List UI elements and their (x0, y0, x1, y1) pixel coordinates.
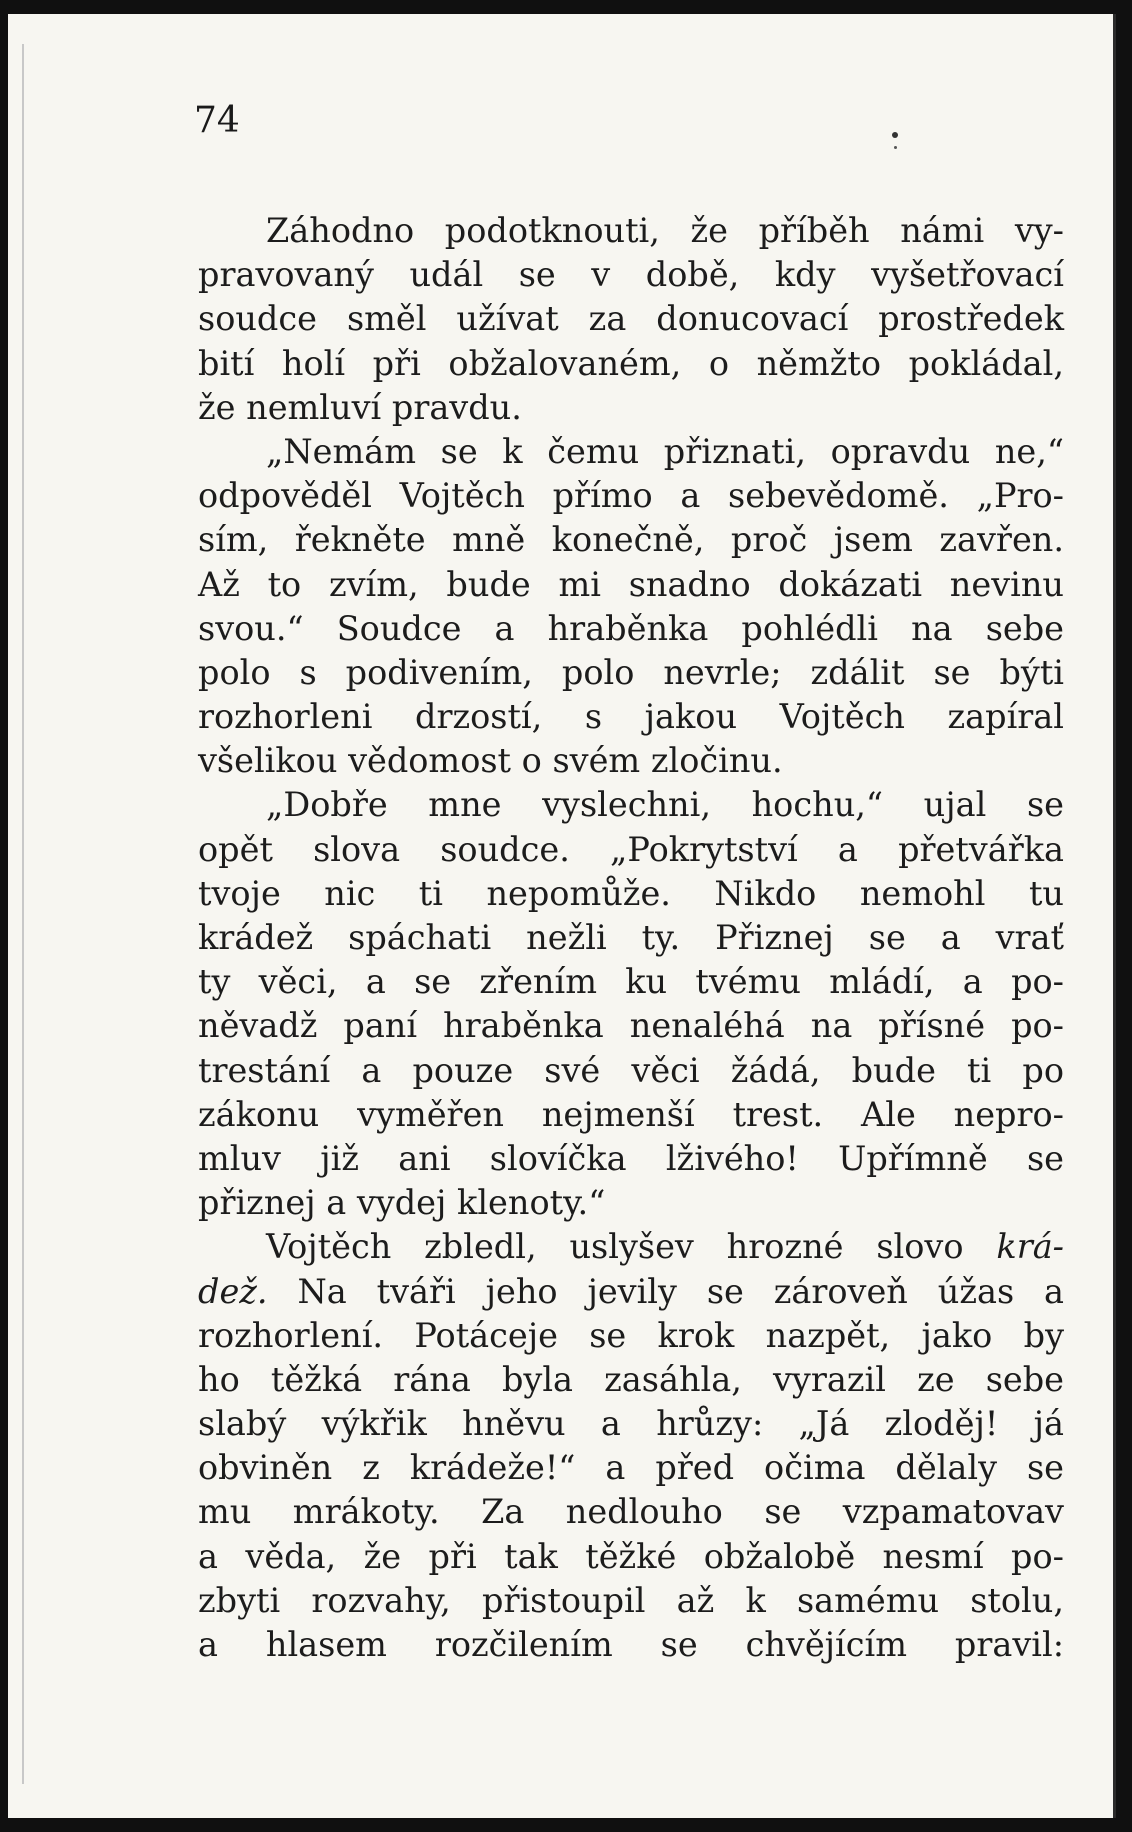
line-text: odpověděl Vojtěch přímo a sebevědomě. „Pro- (198, 476, 1064, 516)
line-text: sím, řekněte mně konečně, proč jsem zavřen. (198, 520, 1064, 560)
text-line (198, 1137, 1064, 1181)
line-text: zbyti rozvahy, přistoupil až k samému stolu, (198, 1580, 1064, 1620)
text-line (198, 1579, 1064, 1623)
text-line (198, 1093, 1064, 1137)
text-line (198, 1181, 1064, 1225)
text-line (198, 607, 1064, 651)
line-text: pravovaný udál se v době, kdy vyšetřovací (198, 255, 1064, 295)
text-line (198, 253, 1064, 297)
line-text: „Nemám se k čemu přiznati, opravdu ne,“ (266, 431, 1064, 471)
text-line (198, 695, 1064, 739)
line-text: všelikou vědomost o svém zločinu. (198, 741, 783, 781)
line-text: Na tváři jeho jevily se zároveň úžas a (267, 1271, 1064, 1311)
line-text: ty věci, a se zřením ku tvému mládí, a po- (198, 962, 1064, 1002)
text-line (198, 474, 1064, 518)
line-text: něvadž paní hraběnka nenaléhá na přísné po- (198, 1006, 1064, 1046)
body-text (198, 209, 1064, 1667)
text-line (198, 1270, 1064, 1314)
page-number: 74 (194, 100, 240, 141)
text-line (198, 651, 1064, 695)
text-line (198, 1225, 1064, 1269)
line-text: krádež spáchati nežli ty. Přiznej se a vrať (198, 918, 1064, 957)
line-text: tvoje nic ti nepomůže. Nikdo nemohl tu (198, 873, 1064, 913)
text-line (198, 872, 1064, 916)
text-line (198, 563, 1064, 607)
ink-speck-small (894, 146, 897, 149)
line-text: „Dobře mne vyslechni, hochu,“ ujal se (266, 785, 1064, 825)
italic-word: krá- (996, 1227, 1064, 1267)
line-text: slabý výkřik hněvu a hrůzy: „Já zloděj! já (198, 1404, 1064, 1444)
text-line (198, 960, 1064, 1004)
text-line (198, 1446, 1064, 1490)
line-text: zákonu vyměřen nejmenší trest. Ale nepro- (198, 1094, 1064, 1134)
line-text: bití holí při obžalovaném, o němžto pokládal, (198, 343, 1064, 383)
text-line (198, 828, 1064, 872)
book-page (8, 14, 1116, 1818)
line-text: polo s podivením, polo nevrle; zdálit se býti (198, 652, 1064, 692)
text-line (198, 342, 1064, 386)
line-text: Až to zvím, bude mi snadno dokázati nevinu (198, 564, 1064, 604)
line-text: Záhodno podotknouti, že příběh námi vy- (266, 211, 1064, 250)
text-line (198, 1490, 1064, 1534)
line-text: mu mrákoty. Za nedlouho se vzpamatovav (198, 1492, 1064, 1532)
line-text: přiznej a vydej klenoty.“ (198, 1183, 606, 1223)
text-line (198, 518, 1064, 562)
text-line (198, 209, 1064, 253)
line-text: opět slova soudce. „Pokrytství a přetvářka (198, 829, 1064, 869)
line-text: ho těžká rána byla zasáhla, vyrazil ze sebe (198, 1359, 1064, 1399)
line-text: že nemluví pravdu. (198, 387, 522, 427)
ink-speck (892, 132, 898, 138)
text-line (198, 297, 1064, 341)
text-line (198, 1623, 1064, 1667)
page-edge-line (22, 44, 24, 1784)
line-text: rozhorleni drzostí, s jakou Vojtěch zapíral (198, 697, 1064, 737)
text-line (198, 1535, 1064, 1579)
text-line (198, 1358, 1064, 1402)
line-text: a hlasem rozčilením se chvějícím pravil: (198, 1625, 1064, 1664)
text-line (198, 1004, 1064, 1048)
text-line (198, 916, 1064, 960)
line-text: rozhorlení. Potáceje se krok nazpět, jako by (198, 1315, 1064, 1355)
line-text: Vojtěch zbledl, uslyšev hrozné slovo (266, 1227, 997, 1267)
line-text: a věda, že při tak těžké obžalobě nesmí po- (198, 1536, 1064, 1576)
text-line (198, 430, 1064, 474)
line-text: soudce směl užívat za donucovací prostředek (198, 299, 1064, 339)
text-line (198, 783, 1064, 827)
line-text: mluv již ani slovíčka lživého! Upřímně se (198, 1138, 1064, 1178)
text-line (198, 739, 1064, 783)
text-line (198, 1049, 1064, 1093)
line-text: trestání a pouze své věci žádá, bude ti po (198, 1050, 1064, 1090)
text-line (198, 386, 1064, 430)
line-text: obviněn z krádeže!“ a před očima dělaly se (198, 1448, 1064, 1488)
text-line (198, 1314, 1064, 1358)
italic-word: dež. (198, 1271, 268, 1311)
line-text: svou.“ Soudce a hraběnka pohlédli na sebe (198, 608, 1064, 648)
text-line (198, 1402, 1064, 1446)
